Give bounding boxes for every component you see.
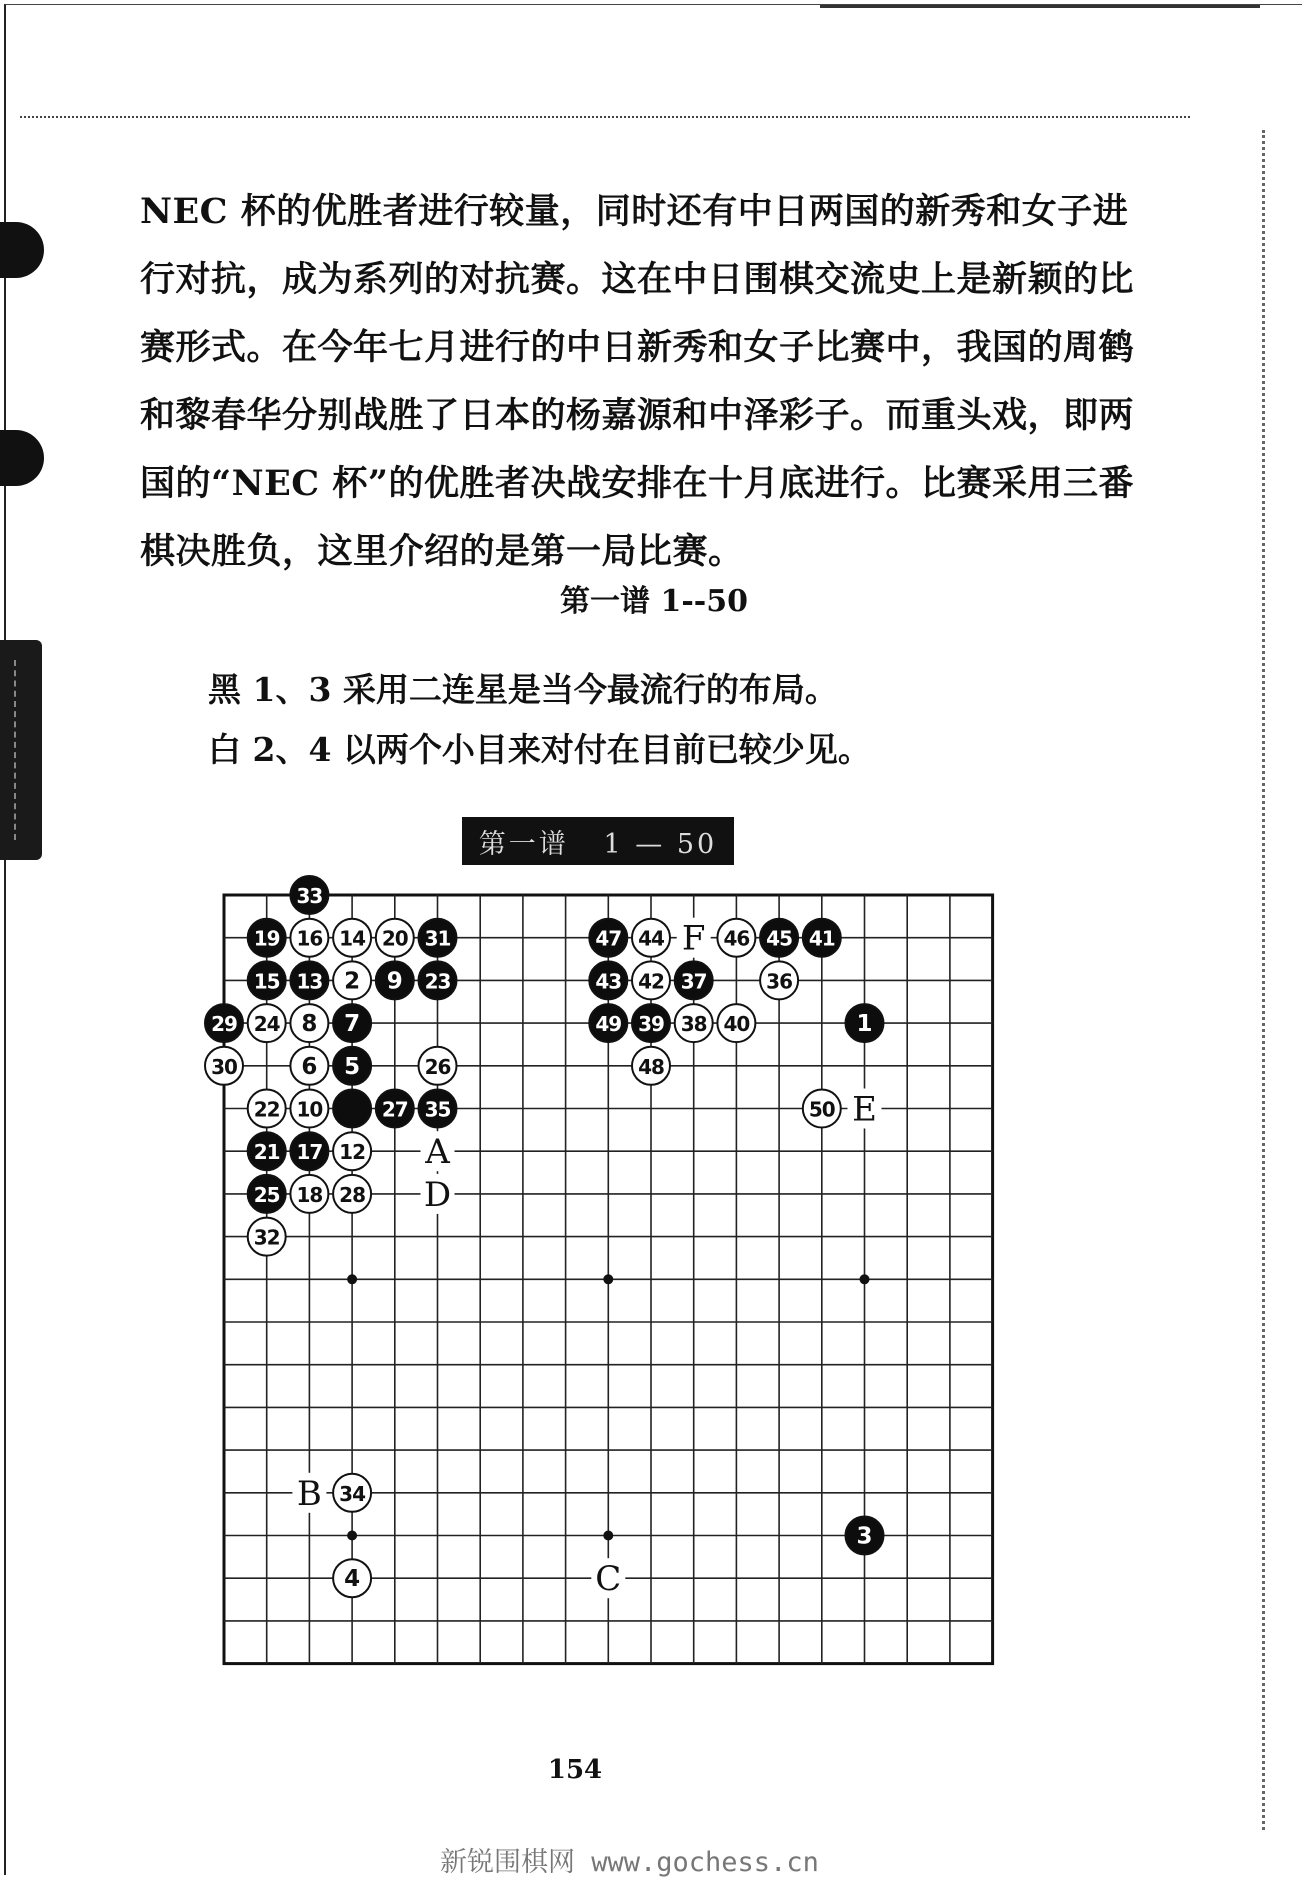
stone-number: 9	[386, 968, 403, 995]
stone-number: 42	[638, 969, 664, 994]
diagram-title: 第一谱 1 — 50	[478, 828, 718, 860]
stone-number: 31	[424, 926, 451, 951]
stone-number: 36	[766, 969, 793, 994]
stone-number: 29	[211, 1012, 237, 1037]
stone-number: 4	[344, 1566, 361, 1593]
paragraph-line: 行对抗，成为系列的对抗赛。这在中日围棋交流史上是新颖的比	[140, 259, 1135, 300]
stone-number: 8	[301, 1011, 318, 1038]
stone-number: 45	[766, 926, 793, 951]
paragraph-line: 和黎春华分别战胜了日本的杨嘉源和中泽彩子。而重头戏，即两	[140, 395, 1135, 436]
stone-number: 3	[856, 1523, 873, 1550]
stone-number: 48	[638, 1054, 664, 1079]
black-stone	[333, 1090, 371, 1128]
stone-number: 6	[301, 1053, 318, 1080]
comment-line: 黑 1、3 采用二连星是当今最流行的布局。	[208, 670, 838, 709]
stone-number: 10	[296, 1097, 323, 1122]
stone-number: 1	[856, 1011, 873, 1038]
comment-line: 白 2、4 以两个小目来对付在目前已较少见。	[208, 730, 871, 769]
stone-number: 2	[344, 968, 361, 995]
point-label: D	[423, 1174, 452, 1215]
paragraph-line: 棋决胜负，这里介绍的是第一局比赛。	[140, 531, 744, 572]
paragraph-line: 赛形式。在今年七月进行的中日新秀和女子比赛中，我国的周鹤	[140, 327, 1135, 368]
stone-number: 14	[339, 926, 366, 951]
star-point	[603, 1531, 613, 1541]
stone-number: 12	[339, 1140, 366, 1165]
star-point	[347, 1531, 357, 1541]
paragraph-line: 国的“NEC 杯”的优胜者决战安排在十月底进行。比赛采用三番	[140, 463, 1134, 504]
stone-number: 35	[424, 1097, 451, 1122]
point-label: E	[852, 1089, 877, 1130]
watermark: 新锐围棋网 www.gochess.cn	[440, 1847, 819, 1878]
star-point	[603, 1274, 613, 1284]
star-point	[860, 1274, 870, 1284]
stone-number: 34	[339, 1481, 366, 1506]
stone-number: 39	[638, 1012, 664, 1037]
stone-number: 15	[253, 969, 280, 994]
stone-number: 44	[638, 926, 664, 951]
stone-number: 22	[253, 1097, 280, 1122]
stone-number: 23	[424, 969, 451, 994]
stone-number: 7	[344, 1011, 361, 1038]
stone-number: 37	[680, 969, 707, 994]
point-label: B	[296, 1473, 322, 1514]
stone-number: 5	[344, 1053, 361, 1080]
stone-number: 19	[253, 926, 280, 951]
stone-number: 18	[296, 1182, 323, 1207]
point-label: A	[425, 1132, 450, 1173]
point-label: C	[595, 1559, 622, 1600]
stone-number: 40	[723, 1012, 750, 1037]
paragraph-line: NEC 杯的优胜者进行较量，同时还有中日两国的新秀和女子进	[140, 191, 1129, 232]
star-point	[347, 1274, 357, 1284]
point-label: F	[681, 918, 706, 959]
stone-number: 46	[723, 926, 750, 951]
stone-number: 43	[595, 969, 622, 994]
stone-number: 30	[211, 1054, 237, 1079]
stone-number: 21	[253, 1140, 280, 1165]
stone-number: 13	[296, 969, 323, 994]
stone-number: 26	[424, 1054, 451, 1079]
stone-number: 24	[253, 1012, 280, 1037]
section-heading: 第一谱 1--50	[560, 584, 748, 619]
stone-number: 49	[595, 1012, 622, 1037]
stone-number: 47	[595, 926, 622, 951]
stone-number: 38	[680, 1012, 707, 1037]
stone-number: 16	[296, 926, 323, 951]
stone-number: 27	[381, 1097, 408, 1122]
stone-number: 32	[253, 1225, 280, 1250]
stone-number: 20	[381, 926, 408, 951]
stone-number: 50	[808, 1097, 835, 1122]
stone-number: 33	[296, 884, 323, 908]
stone-number: 17	[296, 1140, 323, 1165]
stone-number: 41	[808, 926, 835, 951]
page-number: 154	[547, 1755, 603, 1785]
stone-number: 25	[253, 1182, 280, 1207]
stone-number: 28	[339, 1182, 366, 1207]
